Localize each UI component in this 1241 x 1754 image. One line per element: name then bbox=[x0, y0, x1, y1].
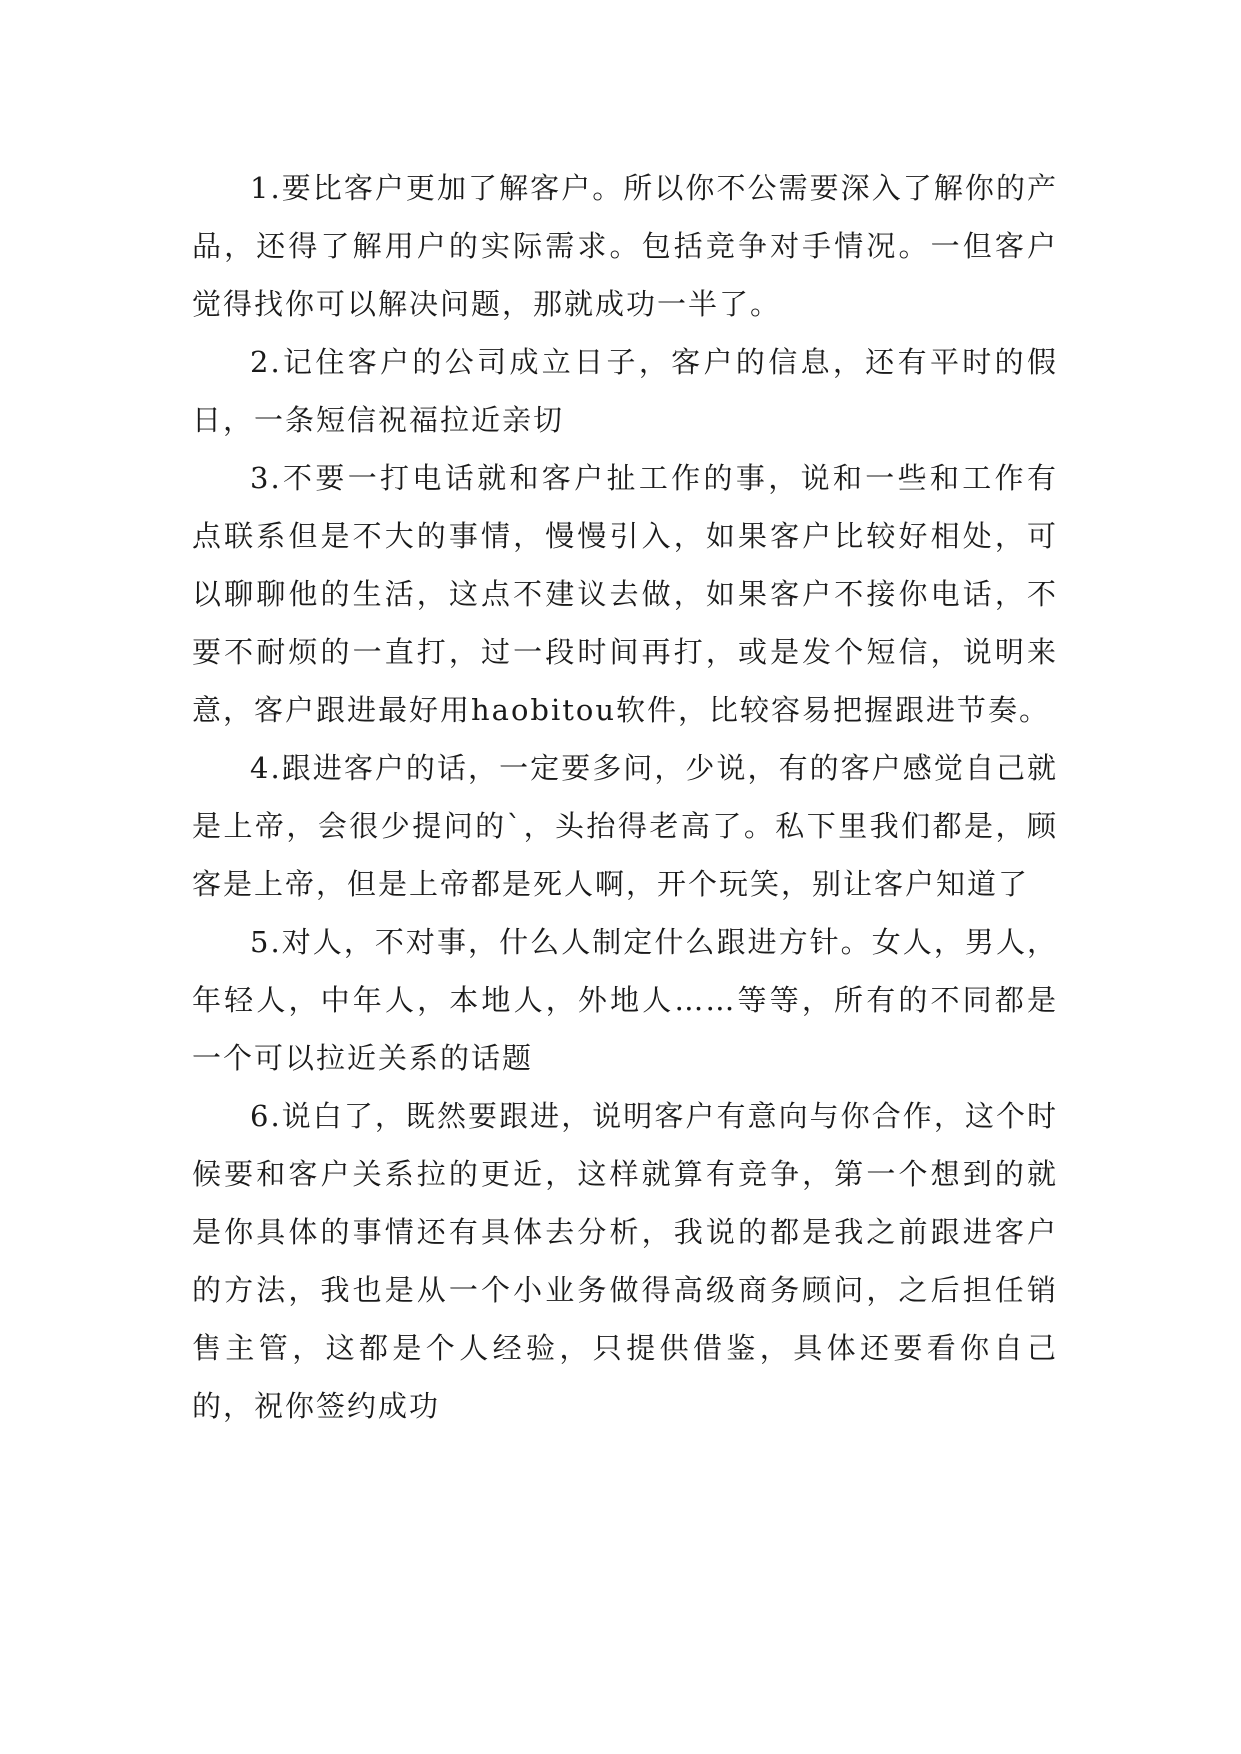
paragraph-6: 6.说白了，既然要跟进，说明客户有意向与你合作，这个时候要和客户关系拉的更近，这样就算有竞争，第一个想到的就是你具体的事情还有具体去分析，我说的都是我之前跟进客户的方法，我也是从一个小业务做得高级商务顾问，之后担任销售主管，这都是个人经验，只提供借鉴，具体还要看你自己的，祝你签约成功 bbox=[192, 1099, 1058, 1423]
paragraph-1: 1.要比客户更加了解客户。所以你不公需要深入了解你的产品，还得了解用户的实际需求。包括竞争对手情况。一但客户觉得找你可以解决问题，那就成功一半了。 bbox=[192, 171, 1058, 321]
paragraph-2: 2.记住客户的公司成立日子，客户的信息，还有平时的假日，一条短信祝福拉近亲切 bbox=[192, 345, 1058, 437]
paragraph-3: 3.不要一打电话就和客户扯工作的事，说和一些和工作有 点联系但是不大的事情，慢慢引入，如果客户比较好相处，可以聊聊他的生活，这点不建议去做，如果客户不接你电话，不要不耐烦的一直打，过一段时间再打，或是发个短信，说明来意，客户跟进最好用haobitou软件，比较容易把握跟进节奏。 bbox=[192, 461, 1058, 727]
paragraph-4: 4.跟进客户的话，一定要多问，少说，有的客户感觉自己就是上帝，会很少提问的`，头抬得老高了。私下里我们都是，顾客是上帝，但是上帝都是死人啊，开个玩笑，别让客户知道了 bbox=[192, 751, 1058, 901]
document-body bbox=[192, 159, 1058, 1435]
paragraph-5: 5.对人，不对事，什么人制定什么跟进方针。女人，男人，年轻人，中年人，本地人，外地人……等等，所有的不同都是一个可以拉近关系的话题 bbox=[192, 925, 1058, 1075]
